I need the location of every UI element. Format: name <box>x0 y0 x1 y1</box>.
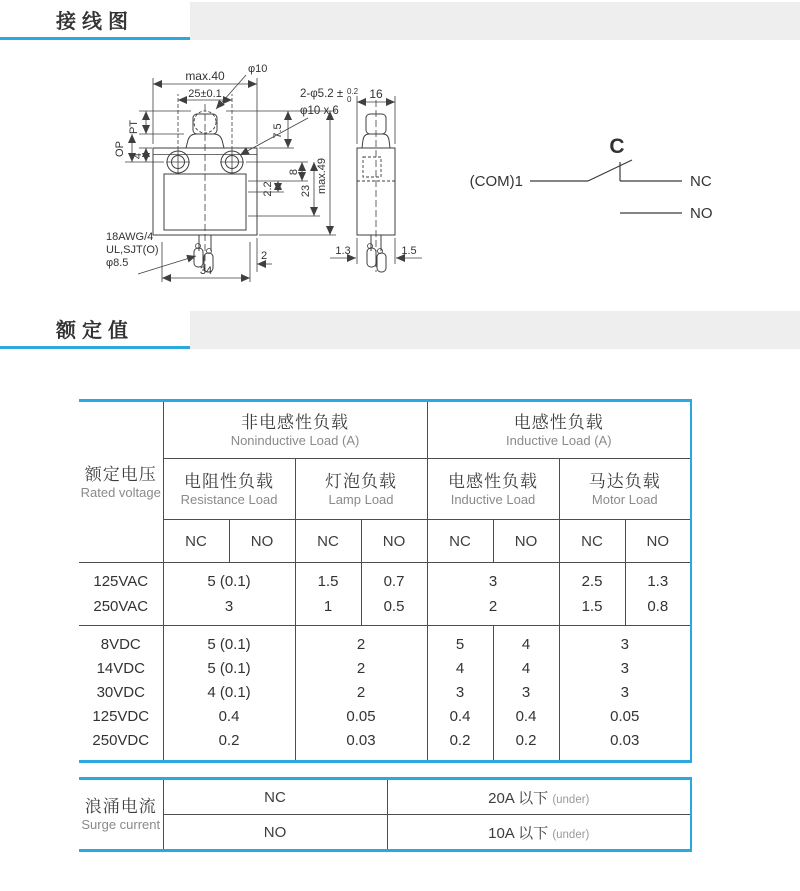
dim-34: 34 <box>199 265 213 277</box>
surge-label-cell <box>79 779 163 851</box>
motor-zh: 马达负载 <box>588 471 661 491</box>
mounting-hole-left <box>166 150 190 174</box>
rated-voltage-zh: 额定电压 <box>84 464 157 484</box>
surge-no-contact: NO <box>163 815 387 851</box>
vdc-motor: 3 3 3 0.05 0.03 <box>559 626 691 762</box>
vac-lamp-no: 0.7 0.5 <box>361 563 427 626</box>
dim-2-2: 2.2 <box>262 181 274 197</box>
ratings-table <box>79 399 692 763</box>
dim-1-5: 1.5 <box>401 245 417 257</box>
dim-max40: max.40 <box>185 69 225 83</box>
circuit-no-label: NO <box>690 205 713 222</box>
mounting-hole-right <box>220 150 244 174</box>
front-view <box>153 104 257 272</box>
vac-resistance: 5 (0.1) 3 <box>163 563 295 626</box>
inductive-sub-en: Inductive Load <box>450 491 536 507</box>
circuit-diagram <box>530 160 682 213</box>
circuit-com-label: (COM)1 <box>469 173 523 190</box>
wiring-section-band <box>0 2 800 40</box>
surge-label-en: Surge current <box>81 817 161 832</box>
header-motor-load <box>559 459 691 520</box>
dim-8: 8 <box>288 168 300 176</box>
vac-ratings-row <box>79 563 691 626</box>
header-inductive-subload <box>427 459 559 520</box>
contact-header: NO <box>493 520 559 563</box>
dim-phi10: φ10 <box>248 63 268 75</box>
ratings-section-title: 额定值 <box>0 311 190 349</box>
dim-pt: PT <box>128 119 140 135</box>
surge-row-nc <box>79 779 691 815</box>
contact-header-row <box>79 520 691 563</box>
dim-holes-tol-top: 0.2 <box>347 87 359 96</box>
cable-label-line3: φ8.5 <box>106 257 129 269</box>
surge-nc-contact: NC <box>163 779 387 815</box>
wiring-diagram <box>0 50 800 312</box>
header-resistance-load <box>163 459 295 520</box>
header-lamp-load <box>295 459 427 520</box>
lamp-en: Lamp Load <box>328 491 394 507</box>
cable-label-line2: UL,SJT(O) <box>106 244 159 256</box>
contact-header: NC <box>559 520 625 563</box>
surge-nc-amount: 20A 以下 <box>488 789 549 807</box>
ratings-section-band <box>0 311 800 349</box>
surge-label-zh: 浪涌电流 <box>84 797 157 816</box>
dim-1-3: 1.3 <box>335 245 351 257</box>
side-view <box>357 100 395 272</box>
header-rated-voltage <box>79 401 163 563</box>
surge-no-amount: 10A 以下 <box>488 824 549 842</box>
circuit-nc-label: NC <box>690 173 712 190</box>
contact-header: NO <box>361 520 427 563</box>
circuit-labels <box>470 135 713 222</box>
dim-max49: max.49 <box>316 157 328 195</box>
surge-nc-value <box>387 779 691 815</box>
vdc-inductive-no: 4 4 3 0.4 0.2 <box>493 626 559 762</box>
vac-lamp-nc: 1.5 1 <box>295 563 361 626</box>
circuit-c-label: C <box>609 135 625 158</box>
surge-no-note: (under) <box>552 828 590 841</box>
dim-23: 23 <box>300 184 312 198</box>
header-inductive-load <box>427 401 691 459</box>
dim-op: OP <box>114 141 126 157</box>
surge-table <box>79 777 692 852</box>
ratings-table-container <box>79 399 691 763</box>
contact-header: NC <box>163 520 229 563</box>
surge-no-value <box>387 815 691 851</box>
dim-4: 4 <box>132 152 144 160</box>
vac-motor-no: 1.3 0.8 <box>625 563 691 626</box>
vac-motor-nc: 2.5 1.5 <box>559 563 625 626</box>
dim-16: 16 <box>369 87 383 101</box>
motor-en: Motor Load <box>591 491 658 507</box>
inductive-en: Inductive Load (A) <box>506 432 612 448</box>
vdc-ratings-row <box>79 626 691 762</box>
cable-label-line1: 18AWG/4 <box>106 231 154 243</box>
vdc-voltages: 8VDC 14VDC 30VDC 125VDC 250VDC <box>79 626 163 762</box>
resistance-en: Resistance Load <box>180 491 278 507</box>
dim-holes-line2: φ10 x 6 <box>300 105 339 117</box>
contact-header: NC <box>295 520 361 563</box>
header-noninductive-load <box>163 401 427 459</box>
contact-header: NO <box>625 520 691 563</box>
dim-holes-tol-bottom: 0 <box>347 95 352 104</box>
dim-25: 25±0.1 <box>188 88 222 100</box>
noninductive-zh: 非电感性负载 <box>241 412 349 432</box>
surge-row-no <box>79 815 691 851</box>
inductive-zh: 电感性负载 <box>513 412 604 432</box>
wiring-section-title: 接线图 <box>0 2 190 40</box>
cable-side <box>367 235 386 272</box>
lamp-zh: 灯泡负载 <box>325 471 397 491</box>
dim-7-5: 7.5 <box>272 123 284 139</box>
surge-table-container <box>79 777 691 852</box>
contact-header: NC <box>427 520 493 563</box>
contact-header: NO <box>229 520 295 563</box>
resistance-zh: 电阻性负载 <box>184 471 274 491</box>
noninductive-en: Noninductive Load (A) <box>230 432 360 448</box>
surge-nc-note: (under) <box>552 793 590 806</box>
vac-inductive: 3 2 <box>427 563 559 626</box>
vac-voltages: 125VAC 250VAC <box>79 563 163 626</box>
vdc-resistance: 5 (0.1) 5 (0.1) 4 (0.1) 0.4 0.2 <box>163 626 295 762</box>
vdc-lamp: 2 2 2 0.05 0.03 <box>295 626 427 762</box>
dim-2: 2 <box>260 250 268 262</box>
rated-voltage-en: Rated voltage <box>80 484 161 500</box>
dim-holes-line1: 2-φ5.2 ± <box>300 88 344 100</box>
inductive-sub-zh: 电感性负载 <box>448 471 539 491</box>
vdc-inductive-nc: 5 4 3 0.4 0.2 <box>427 626 493 762</box>
